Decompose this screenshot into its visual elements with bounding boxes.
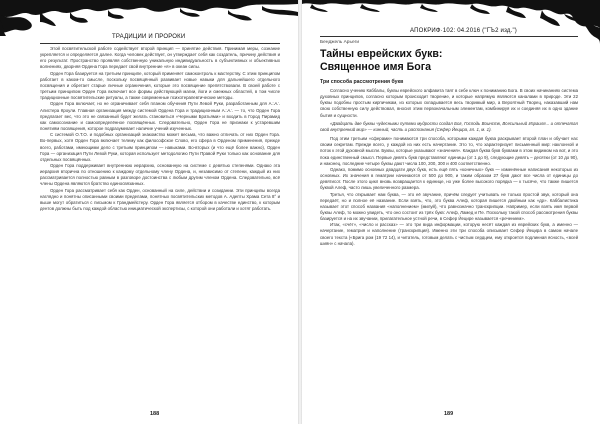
paragraph: Третья, что открывает нам буква, — это её звучание, причём следует учитывать не только простой звук, который она передаёт, но и полное её название. Если взять, что, это буква Алеф, которая пишется двойным как «др». Каббалистика называет этот способ названия «наполнением» (милуй), что равнозначно транскрипции. Например, если взять имя первой буквы Алеф, то можно увидеть, что оно состоит из трёх букв: Алеф, Ламед и Пе. Поскольку такой способ рассмотрения буквы базируется и на их звучании, прилагательное устной речи, в Сефер Йецире называется «речением». xyxy=(320,191,578,222)
paragraph: Под этим третьим «сферами» понимаются три способа, которыми каждая буква раскрывает второй план и обучает нас своим секретам. Прежде всего, у каждой из них есть начертание. Это то, что характеризует письменный мир: наклонной и поток к этой духовной мысли. Буквы, которые указывают «значения». Каждая буква букв буквами в этом видимом на вот, и это пока единственный смысл. Первые девять букв представляют единицы (от 1 до 9), следующие девять – десятки (от 10 до 90), и наконец, последние четыре буквы дают числа 100, 200, 300 и 400 соответственно. xyxy=(320,136,578,166)
paragraph: Орден Гора поддерживает внутреннюю иерархию, основанную на системе с девятью степенями. Однако эта иерархия вторична по отношению к каждому отдельному члену Ордена, и, независимо от степени, каждый из них рассматривается полностью равным в разговоре достоинства с любым другим членом Ордена. Следовательно, всё члены Ордена являются братство единосвязанных. xyxy=(40,162,280,187)
page-number: 189 xyxy=(444,411,454,417)
left-page xyxy=(0,0,298,424)
title-line-1: Тайны еврейских букв: xyxy=(320,48,443,60)
paragraph: Согласно учению Каббалы, буквы еврейского алфавита таят в себе ключ к пониманию Бога. В своих начинаниях система духовных принципов, согласно которым происходит творение, и которые напрямую являются каналами в природе. Эти 22 буквы подобны простым кирпичикам, из которых складывается весь творимый мир, а Вероятный Творец, наказавший нам свою собственную силу действовал, вносил этим первоначальным элементам, комбинируя их и соединяя их в одно здание бытия и сущности. xyxy=(320,88,578,118)
running-head: ТРАДИЦИИ И ПРОРОКИ xyxy=(112,34,186,40)
header-rule xyxy=(40,43,280,44)
paragraph: Орден Гора базируется на третьем принципе, который применяет самоконтроль к мастерству. С этим принципом работает в каком-то смысле, поскольку посвящённый развивает новые навыки для дальнейшего отдельного посвящения и обретает старые личные ограничения, которые это посвящение препятствовали. В своей работе с третьим принципом Орден Гора включает все формы действующей магии, йоги и смежных областей, в том числе традиционные посвятительские ритуалы, а также современные психотерапевтические методы. xyxy=(40,70,280,101)
paragraph: Орден Гора рассматривает себя как Орден, основанный на силе, действии и созидании. Эти принципы всегда наглядно и понятны описанными своими пределами, понятных посвятительских методов А. Адепты Храма Сета 8° и выше могут обратиться с письмом к Грандмейстеру. Орден Гора является отбором в качестве единство, к которым дентов должны быть под каждой областью инициатической экспертизы, с которой они работали и хотят работать. xyxy=(40,187,280,212)
article-author: Бенджель Арьеги xyxy=(320,40,360,45)
paragraph: Однако, помимо основных двадцати двух букв, есть ещё пять «конечных» букв — изменённые написания некоторых из основных. Их значения в гематрии начинаются от 500 до 900, и таким образом 27 букв дают все числа от единицы до девятисот. После этого цикл вновь возвращается к единице, но уже более высокого порядка — к тысяче, что также пишется буквой Алеф, часто лишь увеличенного размера. xyxy=(320,166,578,191)
article-title xyxy=(320,48,580,74)
paragraph: Итак, «счёт», «число и рассказ» — это три вида информации, которую несёт каждая из еврейских букв, а именно — начертание, гематрия и наполнение (транскрипция). Именно эти три способа описывает Сефер Йецира в самом начале своего текста («Брига ром (19 72 14), и читатель, готовым делать с чистым сердцем, ему откроется подлинная ясность, «всей шиян» с начала). xyxy=(320,222,578,246)
paragraph: С системой О.Т.О. и подобных организаций знакомство может весьма, что важно отличать от них Орден Гора. Во-первых, хотя Орден Гора включает телему как философское Слово, его сфера в Орденом применения, прежде всего, работами, имеющими дело с третьим принципом — навыками. Во-вторых (и что ещё более важно), Орден Гора — организация Пути Левой Руки, которая использует методологию Пути Правой Руки только как основание для отдельных посвящённых. xyxy=(40,132,280,162)
right-body-text xyxy=(320,88,578,388)
right-page xyxy=(302,0,600,424)
title-line-2: Священное имя Бога xyxy=(320,61,432,73)
running-head: АПОКРИФ·102: 04.2016 ("ГЪ2 изд.") xyxy=(410,28,517,34)
paragraph: Орден Гора включает, но не ограничивает себя планом обучения Пути Левой Руки, разработанным для А∴А∴ Алистера Кроули. Главная организация между системой Ордена Гора и традиционным А∴А∴ — то, что Орден Гора предлагает вес, что это не связанный будет желать становиться «Черными Братьями» и входить в Город Пирамид как самосознание и самоопределённое посвящённых. Следовательно, Орден Гора не признаки к устаревшим понятиям посвящения, которое подразумевает наличие учений изученных. xyxy=(40,101,280,132)
left-body-text xyxy=(40,46,280,386)
header-rule xyxy=(320,36,578,37)
epigraph-quote: «Двадцать две буквы чудесными путями мудрости создал Бог, Господь Воинств, Всесильный Израиля... и отпечатал свой внутренний мир» — кинный, часть и распознания (Сефер Йецира, гл. 1, м. 1). xyxy=(320,120,578,132)
page-number: 188 xyxy=(150,411,160,417)
article-subtitle: Три способа рассмотрения букв xyxy=(320,79,404,85)
paragraph: Этой посвятительской работе содействует второй принцип — принятие действия. Принимая меры, сознание укрепляется и определяется далее. Когда человек действует, он утверждает себя как создатель, причину действия и его результат. Пространство проявляя собственную уникальную индивидуальность в субъективных и объективных волнениях, дворняя Ордена Гора передает свой внутренние «я» в океан силы. xyxy=(40,46,280,70)
